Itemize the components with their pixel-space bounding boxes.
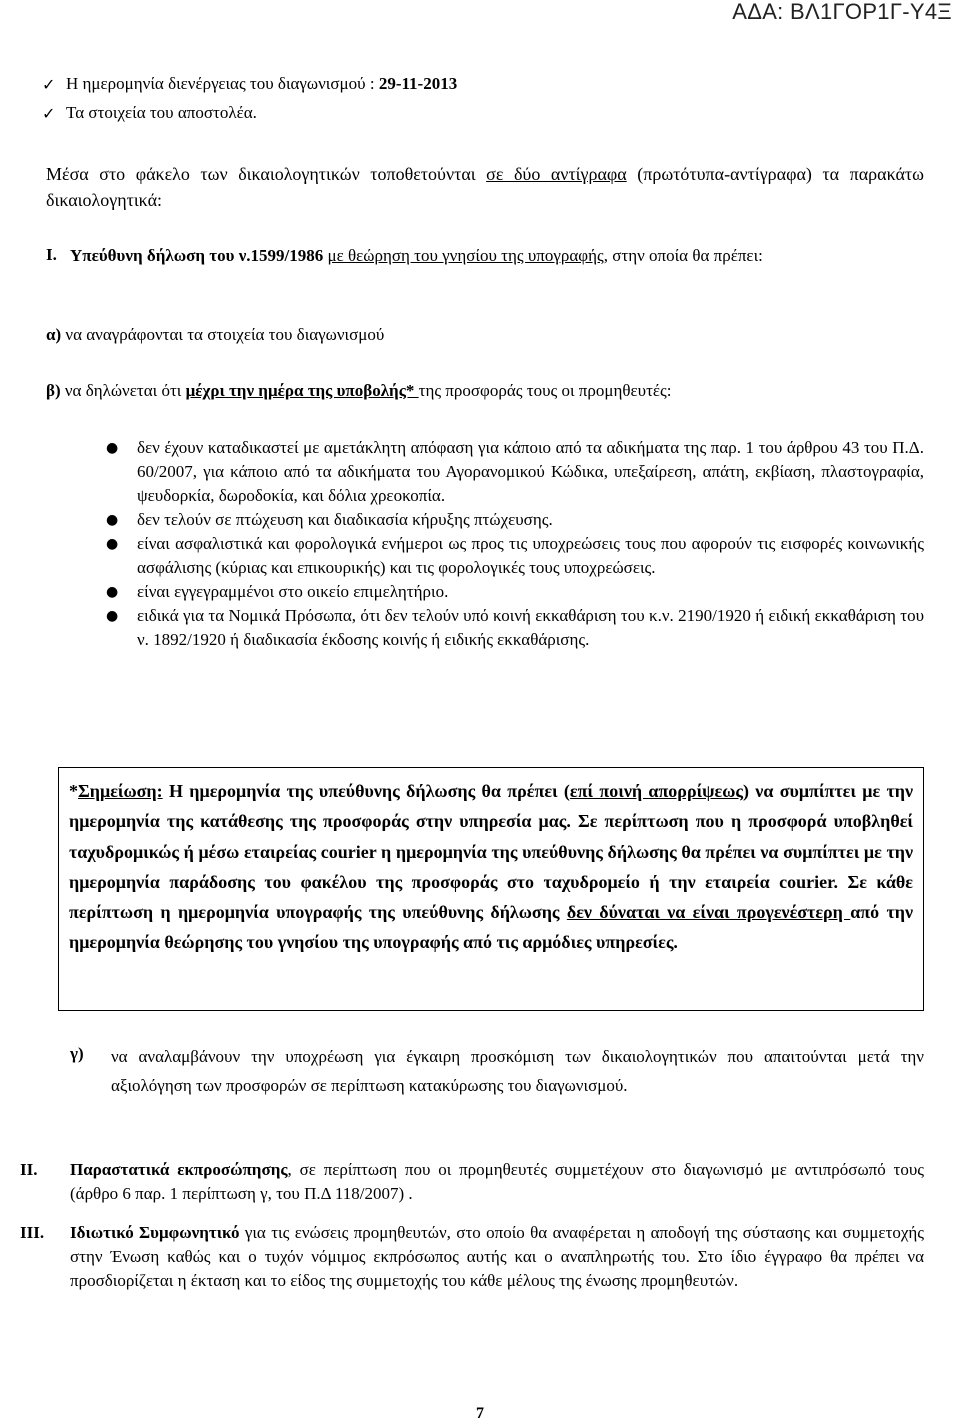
beta-text: να δηλώνεται ότι [60, 381, 186, 400]
bullet-icon: ● [106, 536, 119, 552]
list-item [106, 604, 924, 652]
intro-underlined: σε δύο αντίγραφα [486, 164, 627, 184]
checklist-text: Τα στοιχεία του αποστολέα. [66, 103, 257, 122]
checklist-date: 29-11-2013 [378, 74, 458, 93]
checkmark-icon: ✓ [42, 75, 56, 94]
checklist-text: Η ημερομηνία διενέργειας του διαγωνισμού : [66, 74, 379, 93]
alpha-item [46, 323, 924, 347]
gamma-label: γ) [70, 1044, 84, 1063]
list-item [106, 532, 924, 580]
list-item-text: είναι εγγεγραμμένοι στο οικείο επιμελητήριο. [137, 582, 449, 601]
list-item-text: δεν έχουν καταδικαστεί με αμετάκλητη απόφαση για κάποιο από τα αδικήματα της παρ. 1 του άρθρου 43 του Π.Δ. 60/2007, για κάποιο από τα αδικήματα του Αγορανομικού Κώδικα, υπεξαίρεση, απάτη, εκβίαση, πλαστογραφία, ψευδορκία, δωροδοκία, και δόλια χρεοκοπία. [137, 438, 924, 505]
list-item-text: είναι ασφαλιστικά και φορολογικά ενήμεροι ως προς τις υποχρεώσεις τους που αφορούν τις εισφορές κοινωνικής ασφάλισης (κύριας και επικουρικής) και τις φορολογικές τους υποχρεώσεις. [137, 534, 924, 577]
list-item [106, 508, 924, 532]
section-3-title: Ιδιωτικό Συμφωνητικό [70, 1223, 240, 1242]
note-underlined: επί ποινή απορρίψεως [569, 781, 743, 801]
bullet-icon: ● [106, 512, 119, 528]
section-1-underlined: με θεώρηση του γνησίου της υπογραφής [327, 246, 604, 265]
beta-item [46, 379, 930, 403]
note-underlined: δεν δύναται να είναι προγενέστερη [566, 902, 851, 923]
note-part: από την ημερομηνία θεώρησης του γνησίου της υπογραφής από τις αρμόδιες υπηρεσίες. [69, 902, 914, 953]
alpha-label: α) [46, 325, 62, 344]
list-item-text: ειδικά για τα Νομικά Πρόσωπα, ότι δεν τελούν υπό κοινή εκκαθάριση του κ.ν. 2190/1920 ή ειδική εκκαθάριση του ν. 1892/1920 ή διαδικασία έκδοσης κοινής ή ειδικής εκκαθάρισης. [137, 606, 924, 649]
bullet-icon: ● [106, 608, 119, 624]
checkmark-icon: ✓ [42, 104, 56, 123]
page-number: 7 [476, 1405, 484, 1422]
list-item-text: δεν τελούν σε πτώχευση και διαδικασία κήρυξης πτώχευσης. [137, 510, 553, 529]
section-2-text: , σε περίπτωση που οι προμηθευτές συμμετέχουν στο διαγωνισμό με αντιπρόσωπό τους (άρθρο 6 παρ. 1 περίπτωση γ, του Π.Δ 118/2007) . [70, 1160, 924, 1203]
checklist-item [42, 101, 257, 125]
list-item [106, 580, 924, 604]
section-numeral: ΙΙΙ. [20, 1223, 45, 1242]
beta-label: β) [46, 381, 61, 400]
beta-text-end: της προσφοράς τους οι προμηθευτές: [418, 381, 672, 400]
section-1-rest: , στην οποία θα πρέπει: [603, 246, 763, 265]
note-label: Σημείωση: [78, 781, 163, 801]
requirements-list [106, 436, 924, 652]
note-text [69, 776, 913, 958]
section-2-paragraph [70, 1158, 924, 1206]
beta-emphasis: μέχρι την ημέρα της υποβολής* [185, 381, 419, 400]
note-star: * [69, 781, 78, 801]
bullet-icon: ● [106, 584, 119, 600]
section-numeral: ΙΙ. [20, 1160, 38, 1179]
note-part: ) να συμπίπτει με την ημερομηνία της κατάθεσης της προσφοράς στην υπηρεσία μας. Σε περίπτωση που η προσφορά υποβληθεί ταχυδρομικώς ή μέσω εταιρείας courier η ημερομηνία της υπεύθυνης δήλωσης θα πρέπει να συμπίπτει με την ημερομηνία παράδοσης του φακέλου της προσφοράς στο ταχυδρομείο ή την εταιρεία courier. Σε κάθε περίπτωση η ημερομηνία υπογραφής της υπεύθυνης δήλωσης [69, 781, 914, 923]
intro-paragraph [46, 161, 924, 213]
bullet-icon: ● [106, 440, 119, 456]
alpha-text: να αναγράφονται τα στοιχεία του διαγωνισμού [61, 325, 385, 344]
intro-text: Μέσα στο φάκελο των δικαιολογητικών τοποθετούνται [46, 164, 487, 184]
ada-code: ΑΔΑ: ΒΛ1ΓΟΡ1Γ-Υ4Ξ [732, 0, 952, 24]
section-3-paragraph [70, 1221, 924, 1293]
section-3-text: για τις ενώσεις προμηθευτών, στο οποίο θα αναφέρεται η αποδογή της σύστασης και συμμετοχής στην Ένωση καθώς και ο τυχόν νόμιμος εκπρόσωπος αυτής και ο αναπληρωτής του. Στο ίδιο έγγραφο θα πρέπει να προσδιορίζεται η έκταση και το είδος της συμμετοχής του κάθε μέλους της ένωσης προμηθευτών. [70, 1223, 925, 1290]
note-part: Η ημερομηνία της υπεύθυνης δήλωσης θα πρέπει ( [162, 781, 570, 801]
checklist-item [42, 72, 458, 96]
note-box [58, 767, 924, 1011]
section-1-heading [70, 243, 924, 269]
section-2-title: Παραστατικά εκπροσώπησης [70, 1160, 288, 1179]
section-numeral: Ι. [46, 245, 57, 264]
gamma-text: να αναλαμβάνουν την υποχρέωση για έγκαιρη προσκόμιση των δικαιολογητικών που απαιτούνται μετά την αξιολόγηση των προσφορών σε περίπτωση κατακύρωσης του διαγωνισμού. [111, 1047, 924, 1095]
section-1-title: Υπεύθυνη δήλωση του ν.1599/1986 [70, 246, 324, 265]
list-item [106, 436, 924, 508]
intro-text-end: (πρωτότυπα-αντίγραφα) τα παρακάτω δικαιολογητικά: [46, 164, 924, 210]
